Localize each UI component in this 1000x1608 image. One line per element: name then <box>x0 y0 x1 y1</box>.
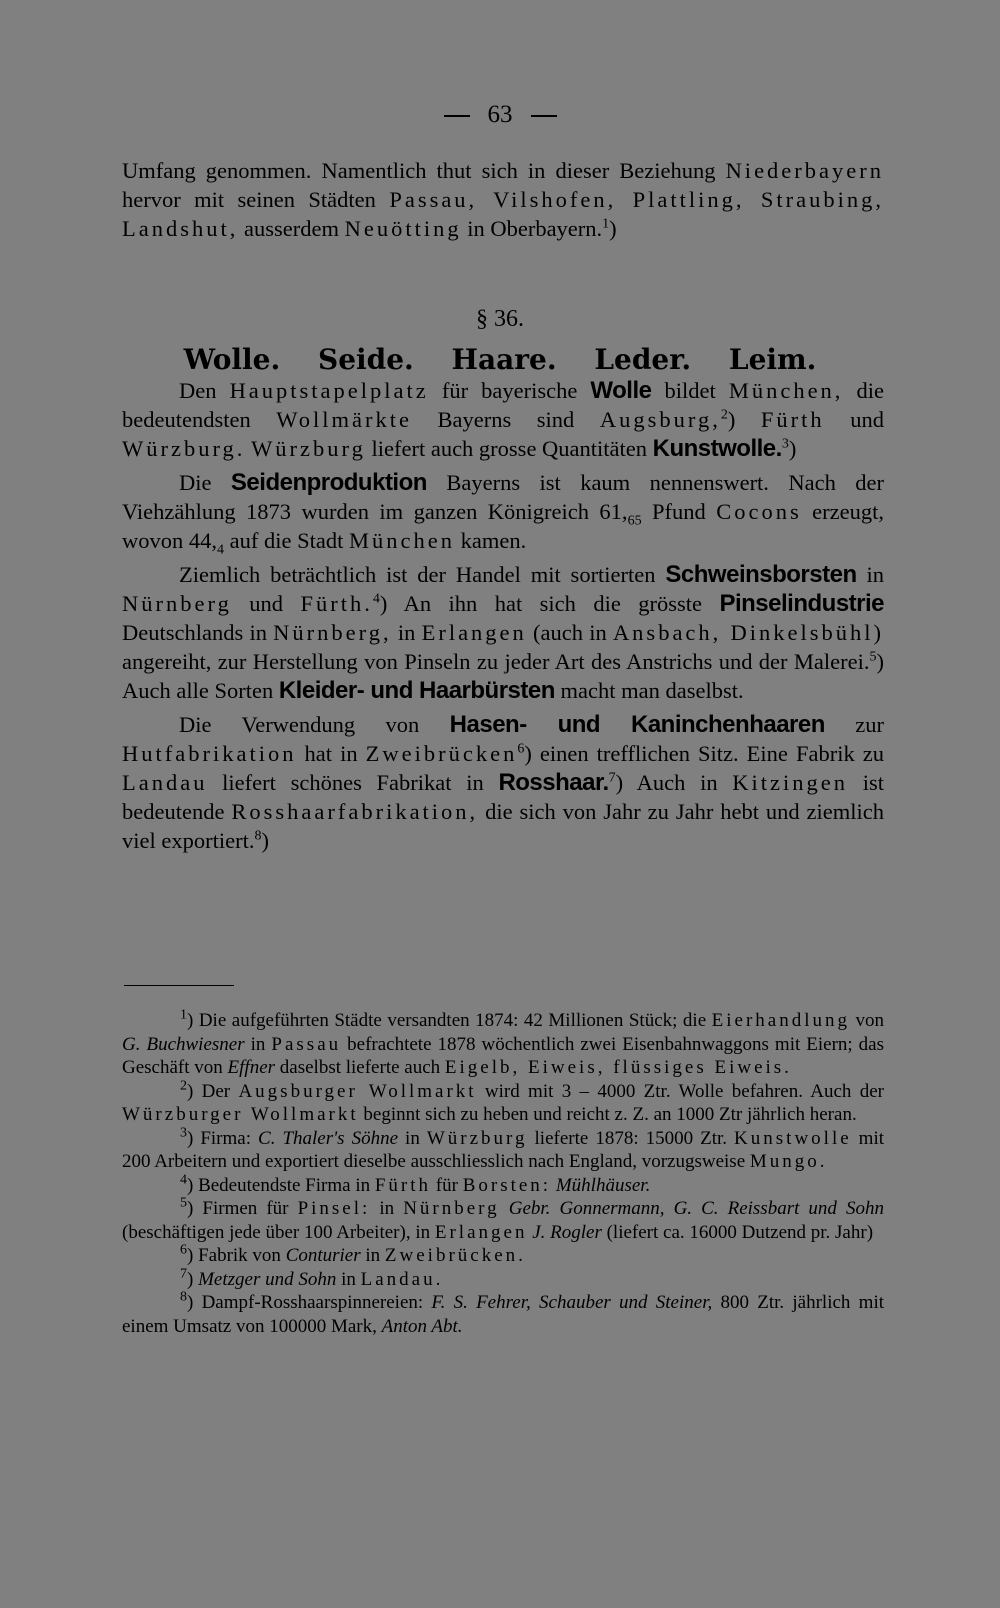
text: Umfang genommen. Namentlich thut sich in dieser Beziehung <box>122 158 726 183</box>
text: ist bedeutende <box>122 770 884 824</box>
footnotes <box>122 1009 884 1338</box>
spaced-text: Nürnberg <box>122 591 232 616</box>
text: wird mit 3 – 4000 Ztr. Wolle befahren. Auch der <box>476 1080 884 1102</box>
text: zur <box>824 712 885 737</box>
text: Die Verwendung von <box>179 712 450 737</box>
spaced-text: Eigelb, Eiweis, flüssiges Eiweis. <box>444 1057 792 1078</box>
spaced-text: Niederbayern <box>725 158 884 183</box>
spaced-text: Borsten: <box>462 1174 552 1196</box>
footnote-ref: 3 <box>781 436 789 452</box>
text: daselbst lieferte auch <box>275 1057 445 1078</box>
text: (beschäftigen jede über 100 Arbeiter), in <box>122 1221 435 1243</box>
body-text-top <box>122 156 884 243</box>
footnote-8 <box>122 1291 884 1338</box>
footnote-mark: 8 <box>180 1289 187 1305</box>
keyword: Rosshaar. <box>498 769 609 796</box>
italic-name: F. S. Fehrer, Schauber und Steiner, <box>431 1292 713 1313</box>
spaced-text: Nürnberg <box>403 1198 500 1219</box>
spaced-text: Neuötting <box>344 216 462 241</box>
spaced-text: Augsburger Wollmarkt <box>238 1080 477 1102</box>
text: in <box>336 1268 361 1290</box>
text: Bayerns sind <box>411 407 600 432</box>
subscript: 4 <box>217 542 224 558</box>
spaced-text: Passau <box>271 1033 342 1055</box>
page-number <box>0 101 1000 129</box>
text: ) Auch in <box>615 770 733 795</box>
text: ) Dampf-Rosshaarspinnereien: <box>187 1292 432 1313</box>
spaced-text: Würzburger Wollmarkt <box>122 1104 359 1125</box>
text: ) einen trefflichen Sitz. Eine Fabrik zu <box>524 741 884 766</box>
spaced-text: Erlangen <box>434 1221 528 1243</box>
spaced-text: Würzburg <box>251 436 366 461</box>
paragraph-4 <box>122 560 884 705</box>
footnote-5 <box>122 1197 884 1244</box>
text: ) An ihn hat sich die grösste <box>379 591 720 616</box>
spaced-text: München <box>348 528 455 553</box>
text: die sich von Jahr zu Jahr hebt und ziemlich viel exportiert. <box>122 799 884 853</box>
text: mit 200 Arbeitern und exportiert dieselbe ausschliesslich nach England, vorzugsweise <box>122 1127 885 1172</box>
italic-name: J. Rogler <box>532 1221 602 1243</box>
subscript: 65 <box>627 513 642 529</box>
text: ) <box>187 1268 199 1290</box>
spaced-text: München, <box>728 378 844 403</box>
section-heading: Wolle. Seide. Haare. Leder. Leim. <box>183 343 817 376</box>
text: die bedeutendsten <box>122 378 884 432</box>
text: ) <box>727 407 761 432</box>
footnote-ref: 8 <box>254 828 262 844</box>
text: in <box>856 562 884 587</box>
footnote-ref: 4 <box>372 591 380 607</box>
footnote-4 <box>122 1174 884 1198</box>
text: auf die Stadt <box>224 528 349 553</box>
spaced-text: Fürth <box>374 1174 432 1196</box>
spaced-text: Ansbach, Dinkelsbühl) <box>612 620 884 645</box>
text: ) Auch alle Sorten <box>122 649 884 703</box>
keyword: Kunstwolle. <box>652 435 782 462</box>
spaced-text: Nürnberg, <box>273 620 392 645</box>
spaced-text: Landau <box>122 770 208 795</box>
footnote-6 <box>122 1244 884 1268</box>
spaced-text: Zweibrücken. <box>384 1245 526 1266</box>
text: in <box>370 1198 404 1219</box>
spaced-text: Zweibrücken <box>365 741 518 766</box>
footnote-mark: 5 <box>180 1195 187 1211</box>
spaced-text: Würzburg <box>426 1127 528 1149</box>
text: von <box>850 1010 885 1031</box>
text: Bayerns ist kaum nennenswert. Nach der Viehzählung 1873 wurden im ganzen Königreich 61, <box>122 470 884 524</box>
text: ) Firma: <box>187 1127 259 1149</box>
spaced-text: Augsburg, <box>599 407 721 432</box>
text: 800 Ztr. jährlich mit einem Umsatz von 100000 Mark, <box>122 1292 884 1337</box>
text: und <box>231 591 301 616</box>
text: liefert auch grosse Quantitäten <box>365 436 653 461</box>
text: ) Fabrik von <box>187 1245 286 1266</box>
keyword: Pinselindustrie <box>719 590 885 617</box>
dash-left <box>444 115 470 117</box>
footnote-mark: 2 <box>180 1078 187 1094</box>
text: für <box>431 1174 463 1196</box>
text: liefert schönes Fabrikat in <box>207 770 499 795</box>
paragraph-2 <box>122 376 884 463</box>
text: hervor mit seinen Städten <box>122 187 390 212</box>
spaced-text: Erlangen <box>421 620 527 645</box>
keyword: Seidenproduktion <box>230 469 427 496</box>
paragraph-1 <box>122 156 884 243</box>
text: ) Bedeutendste Firma in <box>187 1174 375 1196</box>
keyword: Hasen- und Kaninchenhaaren <box>449 711 825 738</box>
spaced-text: Kunstwolle <box>734 1127 852 1149</box>
text: macht man daselbst. <box>554 678 744 703</box>
footnote-rule <box>124 985 234 986</box>
text <box>500 1198 509 1219</box>
footnote-ref: 5 <box>869 649 877 665</box>
italic-name: Effner <box>227 1057 276 1078</box>
text: Den <box>179 378 230 403</box>
text: in <box>398 1127 427 1149</box>
paragraph-3 <box>122 468 884 558</box>
paragraph-5 <box>122 710 884 855</box>
footnote-ref: 1 <box>602 216 610 232</box>
spaced-text: Hutfabrikation <box>122 741 297 766</box>
text: für bayerische <box>428 378 591 403</box>
italic-name: Anton Abt. <box>381 1315 463 1337</box>
italic-name: G. Buchwiesner <box>122 1033 245 1055</box>
footnote-7 <box>122 1268 884 1292</box>
footnote-ref: 2 <box>720 407 728 423</box>
text: in <box>360 1245 385 1266</box>
text: ) <box>609 216 617 241</box>
text: angereiht, zur Herstellung von Pinseln zu jeder Art des Anstrichs und der Malerei. <box>122 649 870 674</box>
text: ausserdem <box>238 216 345 241</box>
text: beginnt sich zu heben und reicht z. Z. an 1000 Ztr jährlich heran. <box>358 1104 857 1125</box>
footnote-3 <box>122 1127 884 1174</box>
footnote-2 <box>122 1080 884 1127</box>
text: hat in <box>296 741 366 766</box>
spaced-text: Mungo. <box>749 1151 828 1172</box>
text: erzeugt, wovon 44, <box>122 499 884 553</box>
text: in <box>391 620 422 645</box>
dash-right <box>531 115 557 117</box>
footnote-1 <box>122 1009 884 1080</box>
text: befrachtete 1878 wöchentlich zwei Eisenbahnwaggons mit Eiern; das Geschäft von <box>122 1033 884 1078</box>
footnote-mark: 7 <box>180 1266 187 1282</box>
spaced-text: Wollmärkte <box>276 407 412 432</box>
text: in Oberbayern. <box>461 216 603 241</box>
text: ) <box>261 828 269 853</box>
footnote-mark: 1 <box>180 1007 187 1023</box>
text: Die <box>179 470 231 495</box>
spaced-text: Fürth. <box>300 591 373 616</box>
footnote-mark: 4 <box>180 1172 187 1188</box>
italic-name: Metzger und Sohn <box>198 1268 337 1290</box>
text: Pfund <box>641 499 717 524</box>
spaced-text: Rosshaarfabrikation, <box>231 799 479 824</box>
text: und <box>824 407 884 432</box>
spaced-text: Hauptstapelplatz <box>229 378 429 403</box>
keyword: Kleider- und Haarbürsten <box>278 677 555 704</box>
italic-name: Gebr. Gonnermann, G. C. Reissbart und Sohn <box>508 1198 884 1219</box>
body-text-main <box>122 376 884 855</box>
section-number: § 36. <box>476 306 524 332</box>
text: lieferte 1878: 15000 Ztr. <box>527 1127 735 1149</box>
spaced-text: Würzburg. <box>122 436 246 461</box>
text: Deutschlands in <box>122 620 274 645</box>
text: (auch in <box>526 620 613 645</box>
spaced-text: Fürth <box>760 407 825 432</box>
page-number-text: 63 <box>487 101 513 128</box>
footnote-mark: 6 <box>180 1242 187 1258</box>
text: ) Firmen für <box>187 1198 298 1219</box>
spaced-text: Passau, Vilshofen, Plattling, Straubing, Landshut, <box>122 187 884 241</box>
spaced-text: Pinsel: <box>297 1198 371 1219</box>
spaced-text: Landau. <box>360 1268 444 1290</box>
text: kamen. <box>454 528 527 553</box>
text: ) Der <box>187 1080 239 1102</box>
text: Ziemlich beträchtlich ist der Handel mit sortierten <box>179 562 666 587</box>
text: ) <box>788 436 797 461</box>
keyword: Schweinsborsten <box>665 561 857 588</box>
spaced-text: Eierhandlung <box>711 1010 850 1031</box>
keyword: Wolle <box>590 377 652 404</box>
spaced-text: Kitzingen <box>732 770 849 795</box>
footnote-mark: 3 <box>180 1125 187 1141</box>
text: (liefert ca. 16000 Dutzend pr. Jahr) <box>601 1221 874 1243</box>
italic-name: Conturier <box>285 1245 361 1266</box>
footnote-ref: 7 <box>608 770 616 786</box>
footnote-ref: 6 <box>517 741 525 757</box>
italic-name: C. Thaler's Söhne <box>258 1127 399 1149</box>
text: in <box>244 1033 272 1055</box>
text: bildet <box>651 378 729 403</box>
text: ) Die aufgeführten Städte versandten 1874: 42 Millionen Stück; die <box>187 1010 712 1031</box>
italic-name: Mühlhäuser. <box>555 1174 651 1196</box>
spaced-text: Cocons <box>716 499 802 524</box>
